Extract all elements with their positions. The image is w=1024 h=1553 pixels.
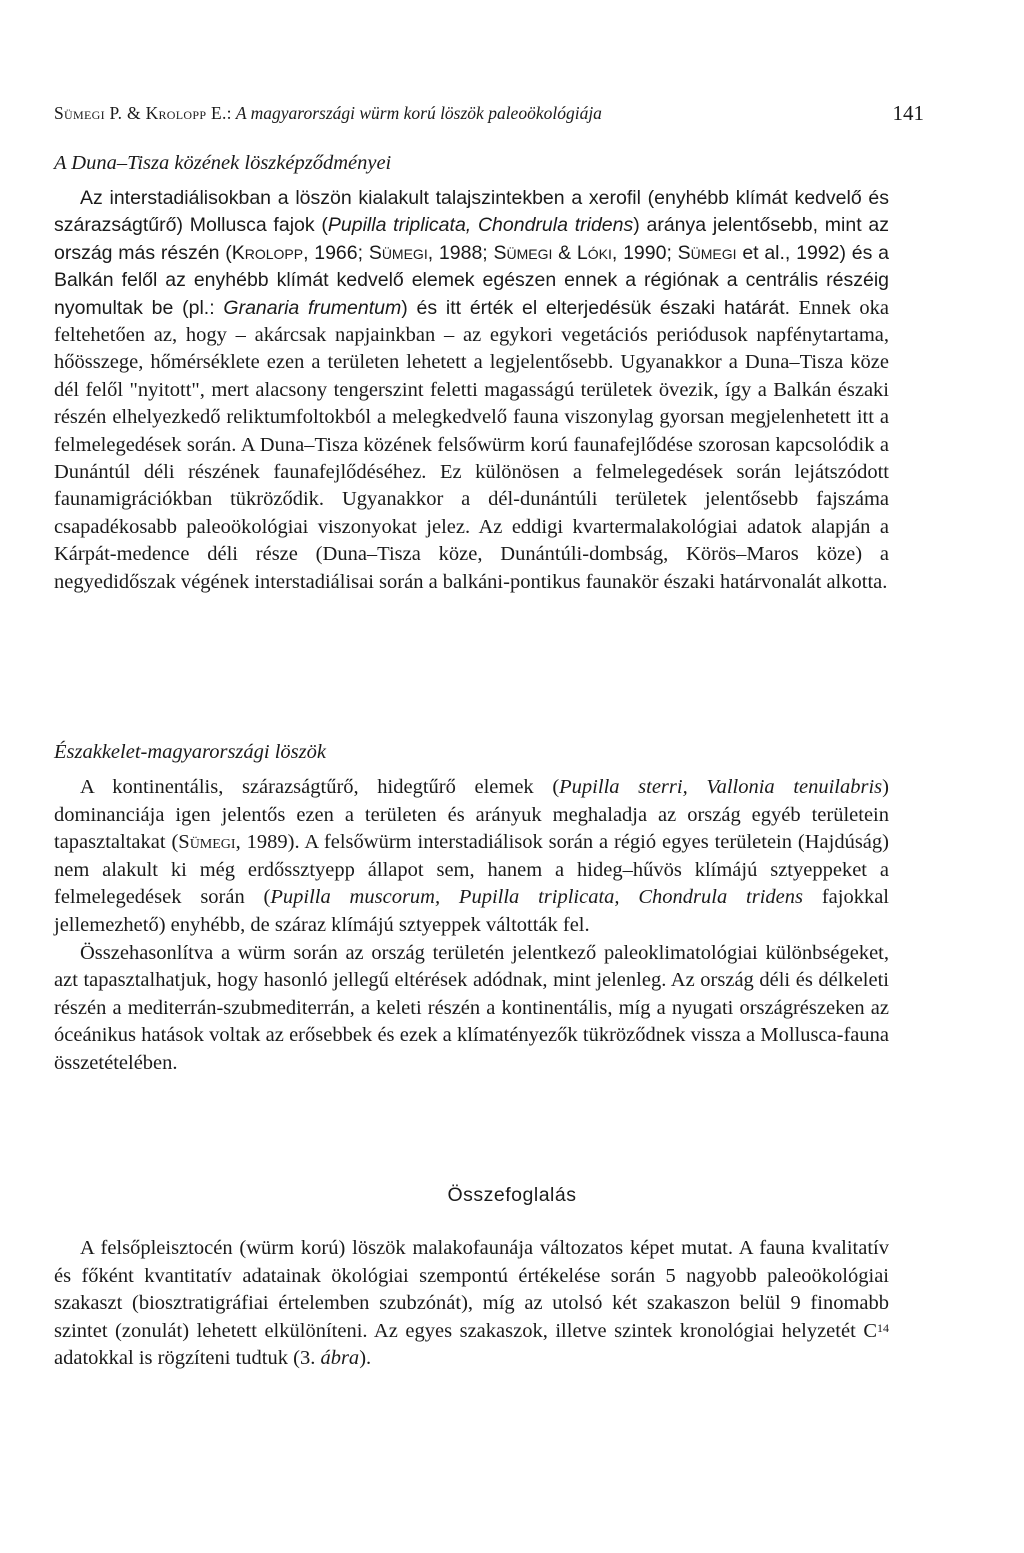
text-run: , 1966; bbox=[303, 241, 369, 264]
page-number: 141 bbox=[892, 101, 924, 125]
citation-author: Krolopp bbox=[231, 241, 304, 264]
paragraph: Összehasonlítva a würm során az ország területén jelentkező paleoklimatológiai különbségeket, azt tapasztalhatjuk, hogy hasonló jellegű eltérések adódnak, mint jelenleg. Az ország déli és délkeleti részén a mediterrán-szubmediterrán, a keleti részén a kontinentális, míg a nyugati országrészeken az óceánikus hatások voltak az erősebbek és ezek a klímatényezők tükröződnek vissza a Mollusca-fauna összetételében. bbox=[54, 941, 889, 1074]
text-run: Ennek oka feltehetően az, hogy – akárcsak napjainkban – az egykori vegetációs periódusok napfénytartama, hőösszege, hőmérséklete ezen a területen lehetett a legjelentősebb. Ugyanakkor a Duna–Tisza köze dél felől "nyitott", mert alacsony tengerszint feletti magasságú területek övezik, így a Balkán északi részén elhelyezkedő reliktumfoltokból a melegkedvelő fauna viszonylag gyorsan megjelenhetett itt a felmelegedések során. A Duna–Tisza közének felsőwürm korú faunafejlődése szorosan kapcsolódik a Dunántúl déli részének faunafejlődéséhez. Ez különösen a felmelegedések során lejátszódott faunamigrációkban tükröződik. Ugyanakkor a dél-dunántúli területek jelentősebb fajszáma csapadékosabb paleoökológiai viszonyokat jelez. Az eddigi kvartermalakológiai adatok alapján a Kárpát-medence déli része (Duna–Tisza köze, Dunántúli-dombság, Körös–Maros köze) a negyedidőszak végének interstadiálisai során a balkáni-pontikus faunakör északi határvonalát alkotta. bbox=[54, 296, 889, 593]
text-run: Az interstadiálisokban a löszön kialakult talajszintekben a xerofil (enyhébb klímát kedvelő és szárazságtűrő) Mollusca fajok ( bbox=[54, 187, 889, 237]
text-run: fajokkal jellemezhető) enyhébb, de száraz klímájú sztyeppek váltották fel. bbox=[54, 886, 889, 936]
species-name: Pupilla triplicata, Chondrula tridens bbox=[327, 214, 634, 237]
text-run: , 1988; bbox=[427, 241, 494, 264]
text-run: et al., 1992) és a Balkán felől az enyhébb klímát kedvelő elemek egészen ennek a régiónak a centrális részéig nyomultak be (pl.: bbox=[54, 241, 889, 319]
text-run: ) dominanciája igen jelentős ezen a területen és arányuk meghaladja az ország egyéb területein tapasztaltakat ( bbox=[54, 776, 889, 854]
paragraph bbox=[54, 185, 889, 596]
running-head-title: A magyarországi würm korú löszök paleoökológiája bbox=[235, 103, 602, 123]
citation-author: Sümegi bbox=[368, 241, 428, 264]
text-run: , 1990; bbox=[611, 241, 678, 264]
text-run: ). bbox=[359, 1347, 372, 1370]
section-duna-tisza bbox=[54, 149, 889, 596]
section-heading: A Duna–Tisza közének löszképződményei bbox=[54, 152, 392, 174]
citation-author: Lóki bbox=[576, 241, 612, 264]
section-heading: Északkelet-magyarországi löszök bbox=[54, 741, 326, 763]
figure-reference: ábra bbox=[320, 1347, 360, 1370]
species-name: Granaria frumentum bbox=[223, 296, 402, 319]
text-run: A felsőpleisztocén (würm korú) löszök malakofaunája változatos képet mutat. A fauna kvalitatív és főként kvantitatív adatainak ökológiai szempontú értékelése során 5 nagyobb paleoökológiai szakaszt (biosztratigráfiai értelemben szubzónát), míg az utolsó két szakaszon belül 9 finomabb szintet (zonulát) lehetett elkülöníteni. Az egyes szakaszok, illetve szintek kronológiai helyzetét C bbox=[54, 1237, 889, 1342]
section-summary bbox=[54, 1235, 889, 1373]
text-run: ) és itt érték el elterjedésük északi határát. bbox=[401, 296, 791, 319]
citation-author: Sümegi bbox=[677, 241, 737, 264]
text-run: adatokkal is rögzíteni tudtuk (3. bbox=[54, 1347, 321, 1370]
running-head bbox=[54, 100, 984, 126]
running-head-author: Sümegi P. & Krolopp E.: bbox=[54, 103, 232, 123]
text-run: A kontinentális, szárazságtűrő, hidegtűrő elemek ( bbox=[80, 776, 560, 798]
text-run: ) aránya jelentősebb, mint az ország más részén ( bbox=[54, 214, 889, 264]
summary-title: Összefoglalás bbox=[447, 1184, 577, 1206]
paragraph bbox=[54, 774, 889, 940]
paragraph bbox=[54, 1235, 889, 1373]
citation-author: Sümegi bbox=[493, 241, 553, 264]
superscript: 14 bbox=[877, 1320, 889, 1335]
species-name: Pupilla sterri, Vallonia tenuilabris bbox=[559, 776, 883, 798]
species-name: Pupilla muscorum, Pupilla triplicata, Chondrula tridens bbox=[270, 886, 803, 909]
text-run: & bbox=[552, 241, 577, 264]
citation-author: Sümegi bbox=[178, 831, 236, 854]
text-run: , 1989). A felsőwürm interstadiálisok során a régió egyes területein (Hajdúság) nem alakult ki még erdőssztyepp állapot sem, hanem a hideg–hűvös klímájú sztyeppeket a felmelegedések során ( bbox=[54, 831, 889, 909]
section-eszakkelet bbox=[54, 738, 889, 1078]
